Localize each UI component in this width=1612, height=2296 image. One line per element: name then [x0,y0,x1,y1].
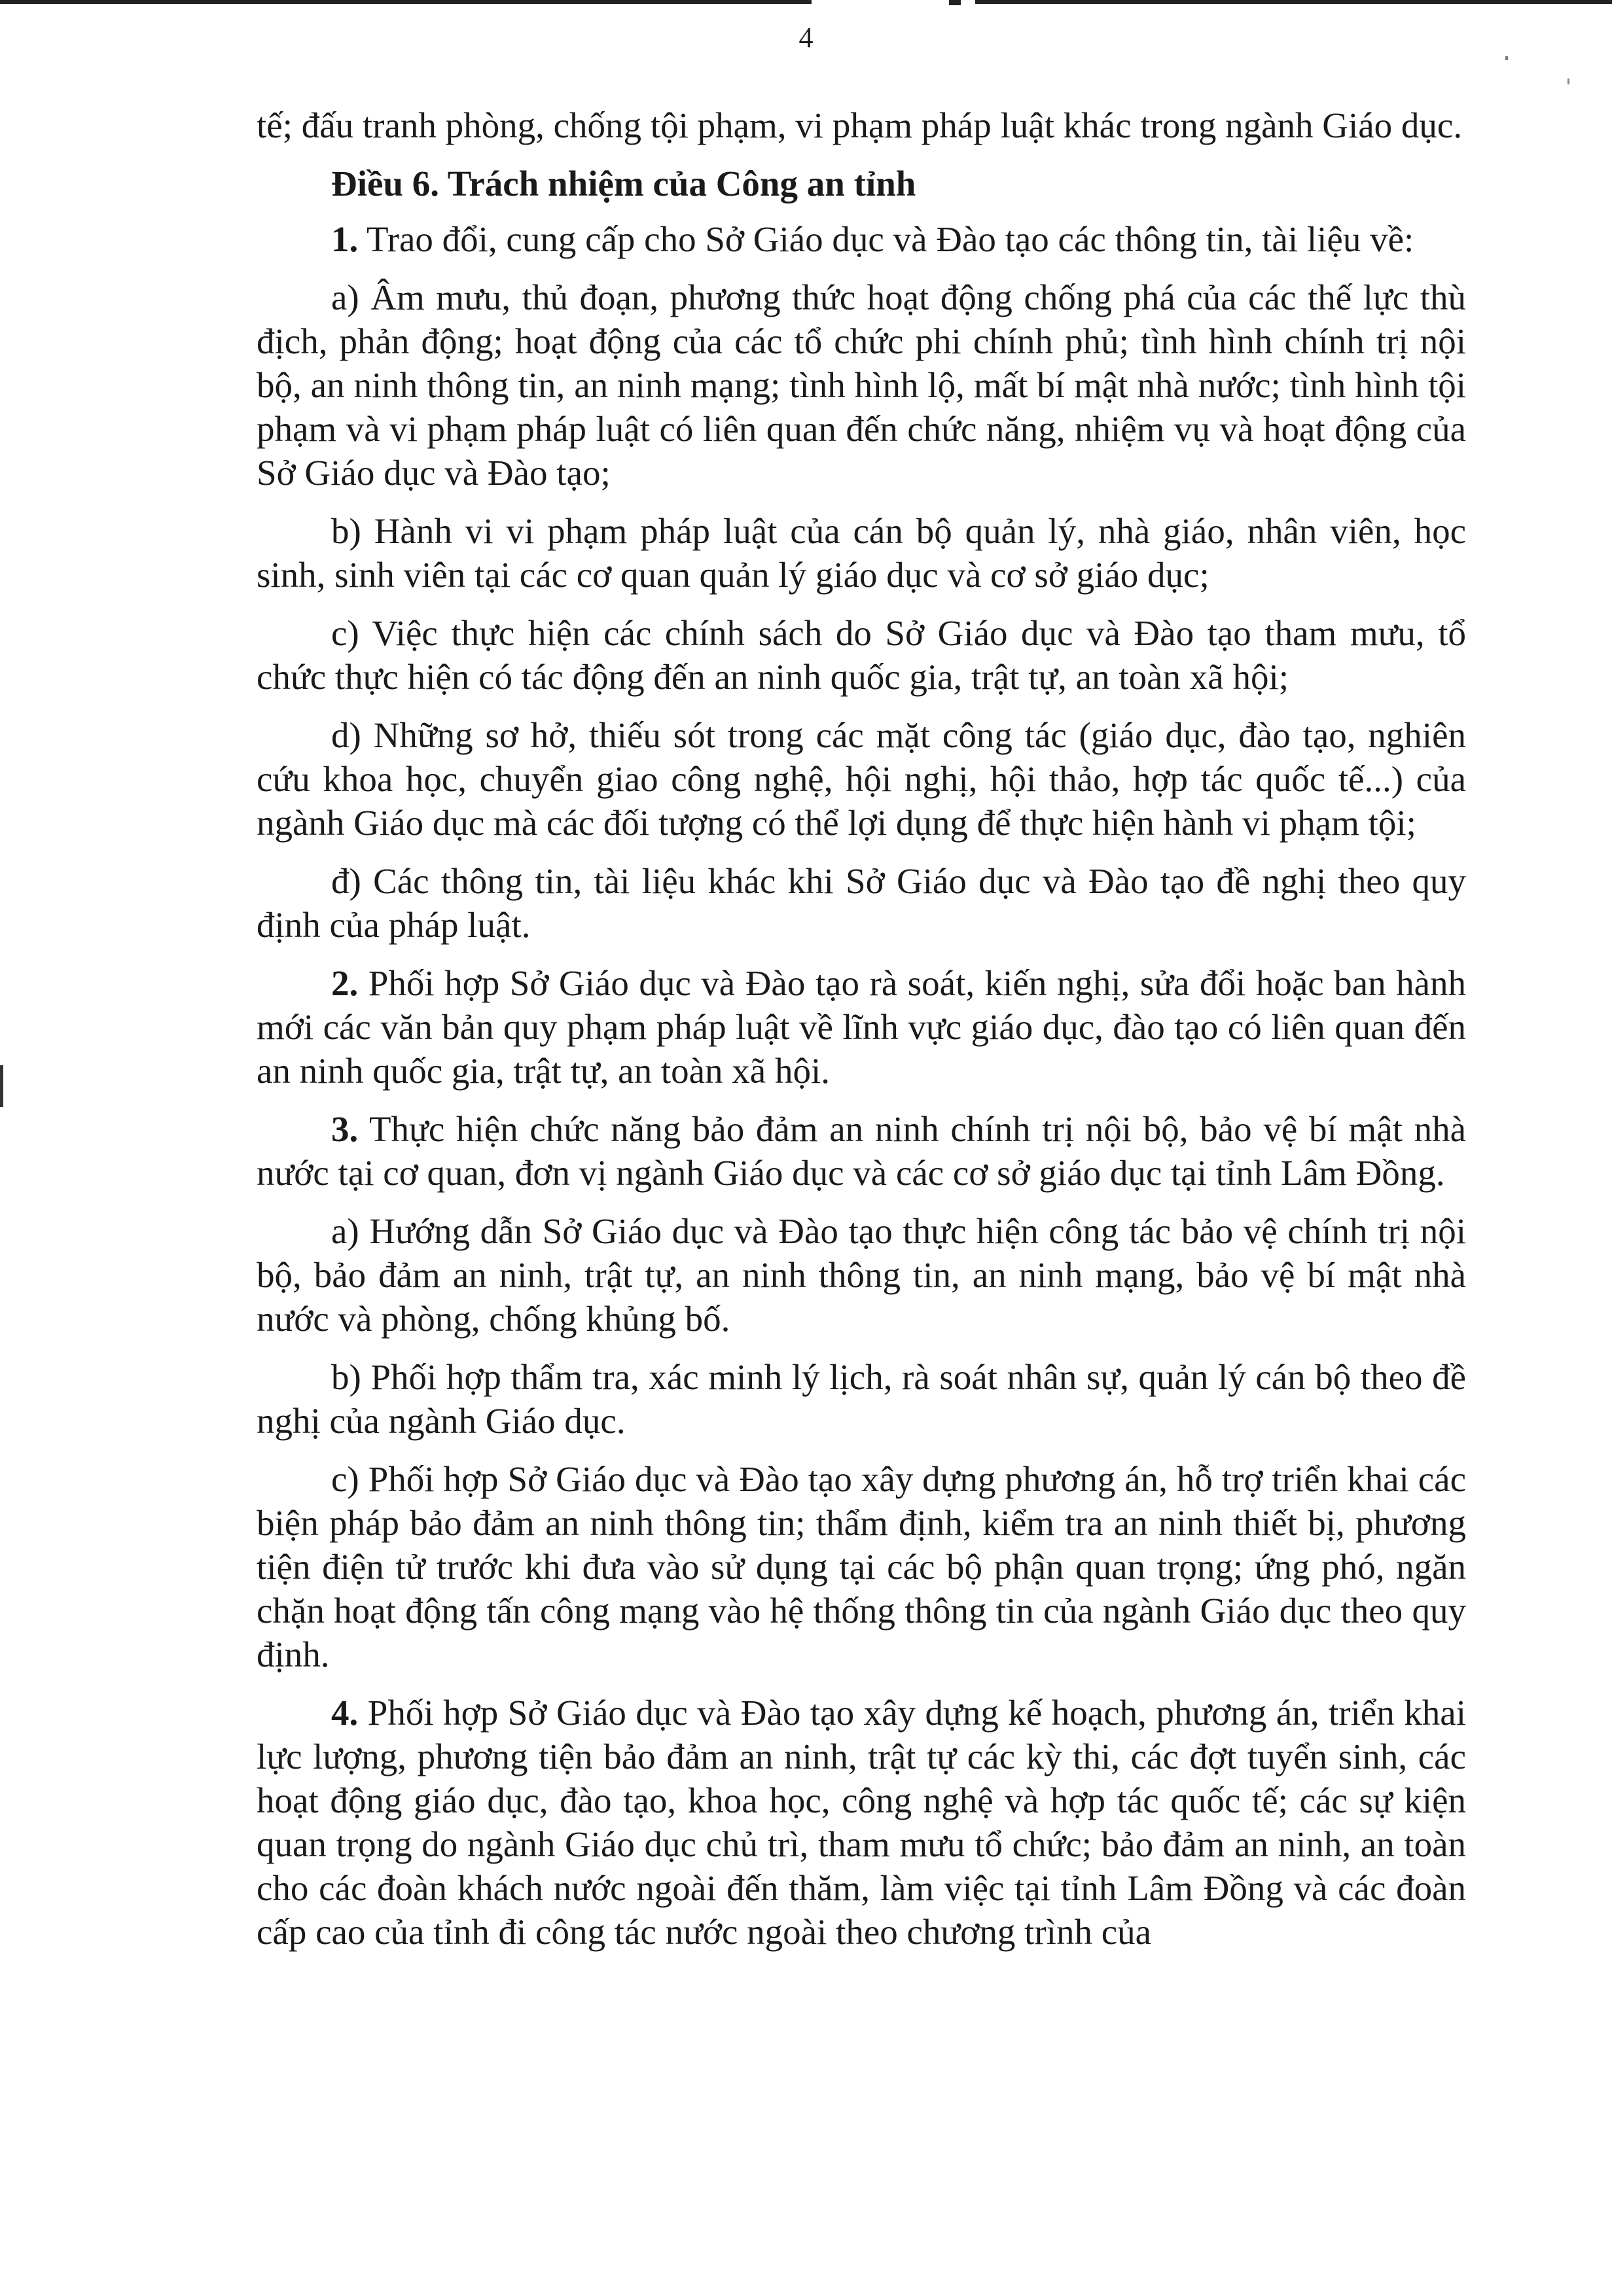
point-3c: c) Phối hợp Sở Giáo dục và Đào tạo xây dựng phương án, hỗ trợ triển khai các biện pháp bảo đảm an ninh thông tin; thẩm định, kiểm tra an ninh thiết bị, phương tiện điện tử trước khi đưa vào sử dụng tại các bộ phận quan trọng; ứng phó, ngăn chặn hoạt động tấn công mạng vào hệ thống thông tin của ngành Giáo dục theo quy định. [257,1459,1466,1674]
header-rule-mark [949,0,961,5]
clause-2 [257,961,1466,1093]
clause-number: 3. [331,1109,359,1149]
header-rule-left [0,0,812,4]
clause-number: 1. [331,219,359,259]
clause-4 [257,1691,1466,1954]
page-number: 4 [798,22,814,54]
clause-text: Thực hiện chức năng bảo đảm an ninh chính trị nội bộ, bảo vệ bí mật nhà nước tại cơ quan, đơn vị ngành Giáo dục và các cơ sở giáo dục tại tỉnh Lâm Đồng. [257,1109,1466,1193]
clause-number: 4. [331,1693,359,1733]
clause-text: Trao đổi, cung cấp cho Sở Giáo dục và Đào tạo các thông tin, tài liệu về: [358,219,1414,259]
point-3b: b) Phối hợp thẩm tra, xác minh lý lịch, rà soát nhân sự, quản lý cán bộ theo đề nghị của ngành Giáo dục. [257,1357,1466,1441]
point-1d: d) Những sơ hở, thiếu sót trong các mặt công tác (giáo dục, đào tạo, nghiên cứu khoa học, chuyển giao công nghệ, hội nghị, hội thảo, hợp tác quốc tế...) của ngành Giáo dục mà các đối tượng có thể lợi dụng để thực hiện hành vi phạm tội; [257,715,1466,843]
clause-text: Phối hợp Sở Giáo dục và Đào tạo xây dựng kế hoạch, phương án, triển khai lực lượng, phương tiện bảo đảm an ninh, trật tự các kỳ thi, các đợt tuyển sinh, các hoạt động giáo dục, đào tạo, khoa học, công nghệ và hợp tác quốc tế; các sự kiện quan trọng do ngành Giáo dục chủ trì, tham mưu tổ chức; bảo đảm an ninh, an toàn cho các đoàn khách nước ngoài đến thăm, làm việc tại tỉnh Lâm Đồng và các đoàn cấp cao của tỉnh đi công tác nước ngoài theo chương trình của [257,1693,1466,1952]
article-heading: Điều 6. Trách nhiệm của Công an tỉnh [331,164,916,203]
document-body [257,103,1466,1968]
header-rule-right [975,0,1612,4]
point-1b: b) Hành vi vi phạm pháp luật của cán bộ quản lý, nhà giáo, nhân viên, học sinh, sinh viên tại các cơ quan quản lý giáo dục và cơ sở giáo dục; [257,511,1466,595]
clause-3 [257,1107,1466,1195]
paragraph-continuation: tế; đấu tranh phòng, chống tội phạm, vi phạm pháp luật khác trong ngành Giáo dục. [257,105,1463,145]
binding-mark [0,1065,3,1107]
scan-speck [1567,79,1569,84]
clause-text: Phối hợp Sở Giáo dục và Đào tạo rà soát, kiến nghị, sửa đổi hoặc ban hành mới các văn bản quy phạm pháp luật về lĩnh vực giáo dục, đào tạo có liên quan đến an ninh quốc gia, trật tự, an toàn xã hội. [257,963,1466,1091]
clause-1 [257,217,1466,261]
point-3a: a) Hướng dẫn Sở Giáo dục và Đào tạo thực hiện công tác bảo vệ chính trị nội bộ, bảo đảm an ninh, trật tự, an ninh thông tin, an ninh mạng, bảo vệ bí mật nhà nước và phòng, chống khủng bố. [257,1211,1466,1339]
clause-number: 2. [331,963,359,1003]
point-1dd: đ) Các thông tin, tài liệu khác khi Sở Giáo dục và Đào tạo đề nghị theo quy định của pháp luật. [257,861,1466,945]
point-1c: c) Việc thực hiện các chính sách do Sở Giáo dục và Đào tạo tham mưu, tổ chức thực hiện có tác động đến an ninh quốc gia, trật tự, an toàn xã hội; [257,613,1466,697]
point-1a: a) Âm mưu, thủ đoạn, phương thức hoạt động chống phá của các thế lực thù địch, phản động; hoạt động của các tổ chức phi chính phủ; tình hình chính trị nội bộ, an ninh thông tin, an ninh mạng; tình hình lộ, mất bí mật nhà nước; tình hình tội phạm và vi phạm pháp luật có liên quan đến chức năng, nhiệm vụ và hoạt động của Sở Giáo dục và Đào tạo; [257,277,1466,493]
